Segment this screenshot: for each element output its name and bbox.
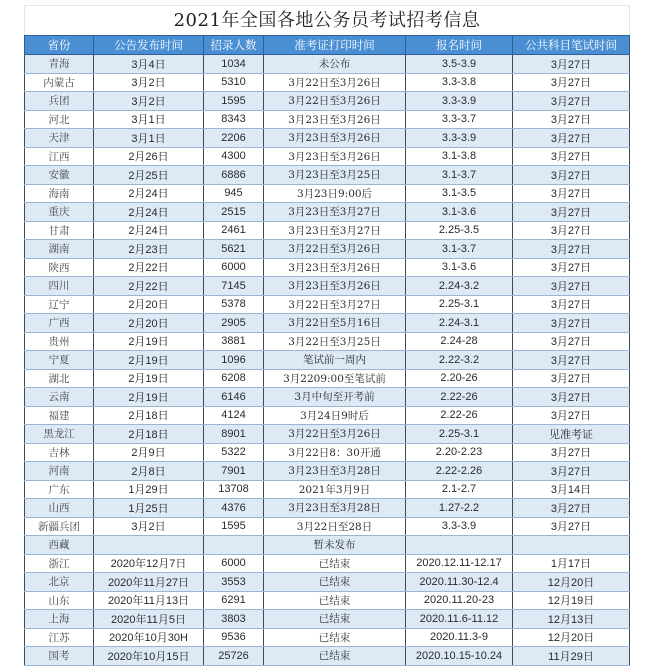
page-title: 2021年全国各地公务员考试招考信息 [173, 10, 481, 31]
cell-announcement-date: 2月18日 [94, 406, 204, 425]
cell-announcement-date: 3月2日 [94, 92, 204, 111]
cell-written-exam-date: 3月27日 [513, 92, 630, 111]
cell-recruit-count: 6000 [204, 554, 264, 573]
cell-announcement-date: 2020年10月15日 [94, 647, 204, 666]
cell-province: 海南 [25, 184, 94, 203]
cell-recruit-count: 2206 [204, 129, 264, 148]
table-row [25, 92, 630, 111]
cell-registration-period: 3.1-3.6 [406, 203, 513, 222]
cell-recruit-count: 4124 [204, 406, 264, 425]
cell-announcement-date: 2月19日 [94, 332, 204, 351]
cell-written-exam-date: 1月17日 [513, 554, 630, 573]
cell-province: 广西 [25, 314, 94, 333]
cell-recruit-count: 4376 [204, 499, 264, 518]
cell-registration-period: 3.3-3.9 [406, 92, 513, 111]
cell-admission-ticket-print: 3月22日至3月26日 [264, 425, 406, 444]
table-row [25, 499, 630, 518]
cell-written-exam-date: 12月20日 [513, 573, 630, 592]
cell-written-exam-date: 3月27日 [513, 517, 630, 536]
cell-written-exam-date: 3月27日 [513, 203, 630, 222]
cell-registration-period: 2.20-2.23 [406, 443, 513, 462]
table-row [25, 554, 630, 573]
cell-recruit-count: 945 [204, 184, 264, 203]
cell-registration-period: 3.5-3.9 [406, 55, 513, 74]
cell-recruit-count: 7145 [204, 277, 264, 296]
recruitment-info-sheet [24, 5, 630, 666]
cell-written-exam-date: 3月27日 [513, 73, 630, 92]
cell-province: 安徽 [25, 166, 94, 185]
cell-admission-ticket-print: 已结束 [264, 610, 406, 629]
cell-registration-period: 3.1-3.5 [406, 184, 513, 203]
cell-written-exam-date: 3月27日 [513, 369, 630, 388]
cell-recruit-count: 3553 [204, 573, 264, 592]
cell-province: 河南 [25, 462, 94, 481]
cell-registration-period: 2.24-28 [406, 332, 513, 351]
table-row [25, 221, 630, 240]
cell-registration-period: 2020.12.11-12.17 [406, 554, 513, 573]
cell-announcement-date: 2020年11月5日 [94, 610, 204, 629]
cell-registration-period: 2.20-26 [406, 369, 513, 388]
table-row [25, 443, 630, 462]
cell-admission-ticket-print: 3月23日至3月28日 [264, 462, 406, 481]
cell-admission-ticket-print: 3月24日9时后 [264, 406, 406, 425]
cell-written-exam-date: 3月27日 [513, 166, 630, 185]
cell-province: 新疆兵团 [25, 517, 94, 536]
cell-recruit-count: 5378 [204, 295, 264, 314]
cell-registration-period: 2.25-3.1 [406, 425, 513, 444]
cell-announcement-date: 3月1日 [94, 129, 204, 148]
cell-registration-period: 2.22-26 [406, 406, 513, 425]
cell-admission-ticket-print: 3月23日至3月26日 [264, 258, 406, 277]
table-row [25, 628, 630, 647]
table-row [25, 647, 630, 666]
cell-announcement-date: 2020年12月7日 [94, 554, 204, 573]
cell-recruit-count: 2515 [204, 203, 264, 222]
cell-written-exam-date: 3月27日 [513, 406, 630, 425]
cell-province: 甘肃 [25, 221, 94, 240]
cell-announcement-date: 2月26日 [94, 147, 204, 166]
cell-admission-ticket-print: 3月22日8：30开通 [264, 443, 406, 462]
cell-written-exam-date: 3月27日 [513, 184, 630, 203]
cell-admission-ticket-print: 3月中旬至开考前 [264, 388, 406, 407]
cell-province: 云南 [25, 388, 94, 407]
cell-admission-ticket-print: 3月23日至3月26日 [264, 277, 406, 296]
header-registration-period: 报名时间 [406, 36, 513, 55]
table-row [25, 203, 630, 222]
cell-admission-ticket-print: 2021年3月9日 [264, 480, 406, 499]
cell-registration-period [406, 536, 513, 555]
cell-recruit-count: 1034 [204, 55, 264, 74]
cell-admission-ticket-print: 3月23日至3月27日 [264, 221, 406, 240]
cell-province: 福建 [25, 406, 94, 425]
table-row [25, 369, 630, 388]
header-announcement-date: 公告发布时间 [94, 36, 204, 55]
cell-written-exam-date: 3月27日 [513, 351, 630, 370]
cell-province: 江苏 [25, 628, 94, 647]
cell-registration-period: 2020.11.6-11.12 [406, 610, 513, 629]
cell-written-exam-date: 3月27日 [513, 388, 630, 407]
table-row [25, 110, 630, 129]
cell-recruit-count: 6886 [204, 166, 264, 185]
table-row [25, 147, 630, 166]
cell-announcement-date: 2月9日 [94, 443, 204, 462]
table-row [25, 73, 630, 92]
cell-admission-ticket-print: 3月23日至3月26日 [264, 129, 406, 148]
cell-admission-ticket-print: 3月23日至3月27日 [264, 203, 406, 222]
cell-registration-period: 3.1-3.7 [406, 166, 513, 185]
cell-province: 天津 [25, 129, 94, 148]
cell-announcement-date: 2月20日 [94, 314, 204, 333]
cell-registration-period: 2.22-26 [406, 388, 513, 407]
cell-recruit-count: 1595 [204, 92, 264, 111]
header-province: 省份 [25, 36, 94, 55]
cell-recruit-count [204, 536, 264, 555]
cell-province: 浙江 [25, 554, 94, 573]
cell-recruit-count: 5310 [204, 73, 264, 92]
cell-registration-period: 3.1-3.8 [406, 147, 513, 166]
cell-announcement-date: 3月1日 [94, 110, 204, 129]
cell-province: 上海 [25, 610, 94, 629]
cell-registration-period: 3.3-3.7 [406, 110, 513, 129]
cell-announcement-date: 1月29日 [94, 480, 204, 499]
cell-admission-ticket-print: 3月23日9:00后 [264, 184, 406, 203]
table-body [25, 55, 630, 666]
cell-province: 湖北 [25, 369, 94, 388]
cell-admission-ticket-print: 暂未发布 [264, 536, 406, 555]
cell-admission-ticket-print: 已结束 [264, 573, 406, 592]
cell-announcement-date: 2月19日 [94, 369, 204, 388]
cell-admission-ticket-print: 3月23日至3月25日 [264, 166, 406, 185]
table-row [25, 480, 630, 499]
table-row [25, 388, 630, 407]
table-row [25, 55, 630, 74]
cell-recruit-count: 9536 [204, 628, 264, 647]
cell-announcement-date: 2月24日 [94, 203, 204, 222]
cell-recruit-count: 5322 [204, 443, 264, 462]
cell-registration-period: 1.27-2.2 [406, 499, 513, 518]
cell-written-exam-date: 12月20日 [513, 628, 630, 647]
cell-admission-ticket-print: 3月2209:00至笔试前 [264, 369, 406, 388]
cell-announcement-date: 2020年11月13日 [94, 591, 204, 610]
cell-announcement-date: 3月2日 [94, 517, 204, 536]
table-row [25, 517, 630, 536]
cell-announcement-date: 3月2日 [94, 73, 204, 92]
cell-recruit-count: 6291 [204, 591, 264, 610]
cell-announcement-date: 2月23日 [94, 240, 204, 259]
cell-province: 贵州 [25, 332, 94, 351]
table-row [25, 314, 630, 333]
cell-admission-ticket-print: 3月22日至3月26日 [264, 73, 406, 92]
cell-registration-period: 2.22-2.26 [406, 462, 513, 481]
cell-admission-ticket-print: 笔试前一周内 [264, 351, 406, 370]
cell-registration-period: 3.1-3.7 [406, 240, 513, 259]
table-row [25, 406, 630, 425]
cell-registration-period: 2020.10.15-10.24 [406, 647, 513, 666]
cell-written-exam-date: 3月27日 [513, 332, 630, 351]
cell-recruit-count: 8901 [204, 425, 264, 444]
cell-province: 青海 [25, 55, 94, 74]
cell-province: 广东 [25, 480, 94, 499]
cell-province: 内蒙古 [25, 73, 94, 92]
table-row [25, 240, 630, 259]
table-header-row [25, 36, 630, 55]
cell-registration-period: 3.3-3.9 [406, 517, 513, 536]
cell-admission-ticket-print: 3月22日至3月26日 [264, 92, 406, 111]
cell-province: 河北 [25, 110, 94, 129]
cell-recruit-count: 2905 [204, 314, 264, 333]
cell-written-exam-date [513, 536, 630, 555]
table-row [25, 573, 630, 592]
cell-recruit-count: 3803 [204, 610, 264, 629]
header-admission-ticket-print: 准考证打印时间 [264, 36, 406, 55]
header-recruit-count: 招录人数 [204, 36, 264, 55]
cell-registration-period: 2.25-3.5 [406, 221, 513, 240]
cell-registration-period: 2.24-3.1 [406, 314, 513, 333]
cell-written-exam-date: 见准考证 [513, 425, 630, 444]
cell-announcement-date: 2月22日 [94, 258, 204, 277]
cell-announcement-date: 3月4日 [94, 55, 204, 74]
table-row [25, 332, 630, 351]
cell-written-exam-date: 12月13日 [513, 610, 630, 629]
header-written-exam-date: 公共科目笔试时间 [513, 36, 630, 55]
recruitment-table [24, 35, 630, 666]
cell-written-exam-date: 3月27日 [513, 314, 630, 333]
cell-admission-ticket-print: 3月22日至5月16日 [264, 314, 406, 333]
cell-province: 辽宁 [25, 295, 94, 314]
cell-province: 国考 [25, 647, 94, 666]
cell-recruit-count: 6208 [204, 369, 264, 388]
cell-recruit-count: 6146 [204, 388, 264, 407]
table-row [25, 536, 630, 555]
cell-announcement-date: 2020年10月30H [94, 628, 204, 647]
cell-admission-ticket-print: 已结束 [264, 591, 406, 610]
cell-province: 黑龙江 [25, 425, 94, 444]
cell-recruit-count: 7901 [204, 462, 264, 481]
cell-admission-ticket-print: 3月22日至3月26日 [264, 240, 406, 259]
cell-province: 湖南 [25, 240, 94, 259]
table-row [25, 425, 630, 444]
cell-announcement-date: 2月24日 [94, 184, 204, 203]
cell-recruit-count: 6000 [204, 258, 264, 277]
cell-recruit-count: 4300 [204, 147, 264, 166]
table-row [25, 462, 630, 481]
cell-admission-ticket-print: 3月23日至3月26日 [264, 147, 406, 166]
cell-written-exam-date: 3月27日 [513, 147, 630, 166]
cell-announcement-date: 2月25日 [94, 166, 204, 185]
cell-written-exam-date: 3月27日 [513, 499, 630, 518]
cell-province: 四川 [25, 277, 94, 296]
cell-admission-ticket-print: 已结束 [264, 647, 406, 666]
cell-written-exam-date: 3月27日 [513, 221, 630, 240]
table-row [25, 591, 630, 610]
cell-written-exam-date: 3月27日 [513, 258, 630, 277]
cell-province: 西藏 [25, 536, 94, 555]
cell-province: 北京 [25, 573, 94, 592]
cell-recruit-count: 3881 [204, 332, 264, 351]
cell-province: 陕西 [25, 258, 94, 277]
table-row [25, 610, 630, 629]
cell-written-exam-date: 3月27日 [513, 129, 630, 148]
cell-recruit-count: 5621 [204, 240, 264, 259]
cell-province: 兵团 [25, 92, 94, 111]
cell-written-exam-date: 3月27日 [513, 240, 630, 259]
cell-admission-ticket-print: 已结束 [264, 554, 406, 573]
cell-registration-period: 2020.11.3-9 [406, 628, 513, 647]
cell-admission-ticket-print: 3月23日至3月28日 [264, 499, 406, 518]
cell-written-exam-date: 11月29日 [513, 647, 630, 666]
cell-recruit-count: 1595 [204, 517, 264, 536]
cell-admission-ticket-print: 未公布 [264, 55, 406, 74]
cell-announcement-date: 2月24日 [94, 221, 204, 240]
cell-announcement-date: 2月19日 [94, 388, 204, 407]
cell-announcement-date: 1月25日 [94, 499, 204, 518]
cell-recruit-count: 2461 [204, 221, 264, 240]
cell-recruit-count: 25726 [204, 647, 264, 666]
cell-written-exam-date: 3月27日 [513, 462, 630, 481]
cell-announcement-date: 2月18日 [94, 425, 204, 444]
cell-written-exam-date: 12月19日 [513, 591, 630, 610]
cell-province: 江西 [25, 147, 94, 166]
cell-admission-ticket-print: 3月22日至28日 [264, 517, 406, 536]
cell-announcement-date: 2月19日 [94, 351, 204, 370]
cell-registration-period: 2020.11.20-23 [406, 591, 513, 610]
cell-admission-ticket-print: 已结束 [264, 628, 406, 647]
cell-registration-period: 3.3-3.8 [406, 73, 513, 92]
table-row [25, 166, 630, 185]
cell-province: 宁夏 [25, 351, 94, 370]
cell-written-exam-date: 3月27日 [513, 110, 630, 129]
cell-admission-ticket-print: 3月22日至3月25日 [264, 332, 406, 351]
cell-announcement-date: 2月22日 [94, 277, 204, 296]
cell-recruit-count: 1096 [204, 351, 264, 370]
cell-admission-ticket-print: 3月23日至3月26日 [264, 110, 406, 129]
cell-province: 山西 [25, 499, 94, 518]
table-row [25, 258, 630, 277]
cell-registration-period: 3.1-3.6 [406, 258, 513, 277]
table-row [25, 351, 630, 370]
cell-admission-ticket-print: 3月22日至3月27日 [264, 295, 406, 314]
cell-recruit-count: 13708 [204, 480, 264, 499]
cell-announcement-date: 2月20日 [94, 295, 204, 314]
cell-province: 吉林 [25, 443, 94, 462]
cell-written-exam-date: 3月27日 [513, 277, 630, 296]
cell-recruit-count: 8343 [204, 110, 264, 129]
table-row [25, 184, 630, 203]
cell-registration-period: 2020.11.30-12.4 [406, 573, 513, 592]
cell-announcement-date: 2月8日 [94, 462, 204, 481]
table-row [25, 295, 630, 314]
table-row [25, 277, 630, 296]
cell-announcement-date: 2020年11月27日 [94, 573, 204, 592]
table-row [25, 129, 630, 148]
cell-announcement-date [94, 536, 204, 555]
cell-province: 山东 [25, 591, 94, 610]
cell-registration-period: 2.25-3.1 [406, 295, 513, 314]
cell-written-exam-date: 3月27日 [513, 55, 630, 74]
cell-written-exam-date: 3月14日 [513, 480, 630, 499]
cell-province: 重庆 [25, 203, 94, 222]
cell-written-exam-date: 3月27日 [513, 443, 630, 462]
cell-registration-period: 3.3-3.9 [406, 129, 513, 148]
cell-written-exam-date: 3月27日 [513, 295, 630, 314]
cell-registration-period: 2.24-3.2 [406, 277, 513, 296]
cell-registration-period: 2.1-2.7 [406, 480, 513, 499]
cell-registration-period: 2.22-3.2 [406, 351, 513, 370]
